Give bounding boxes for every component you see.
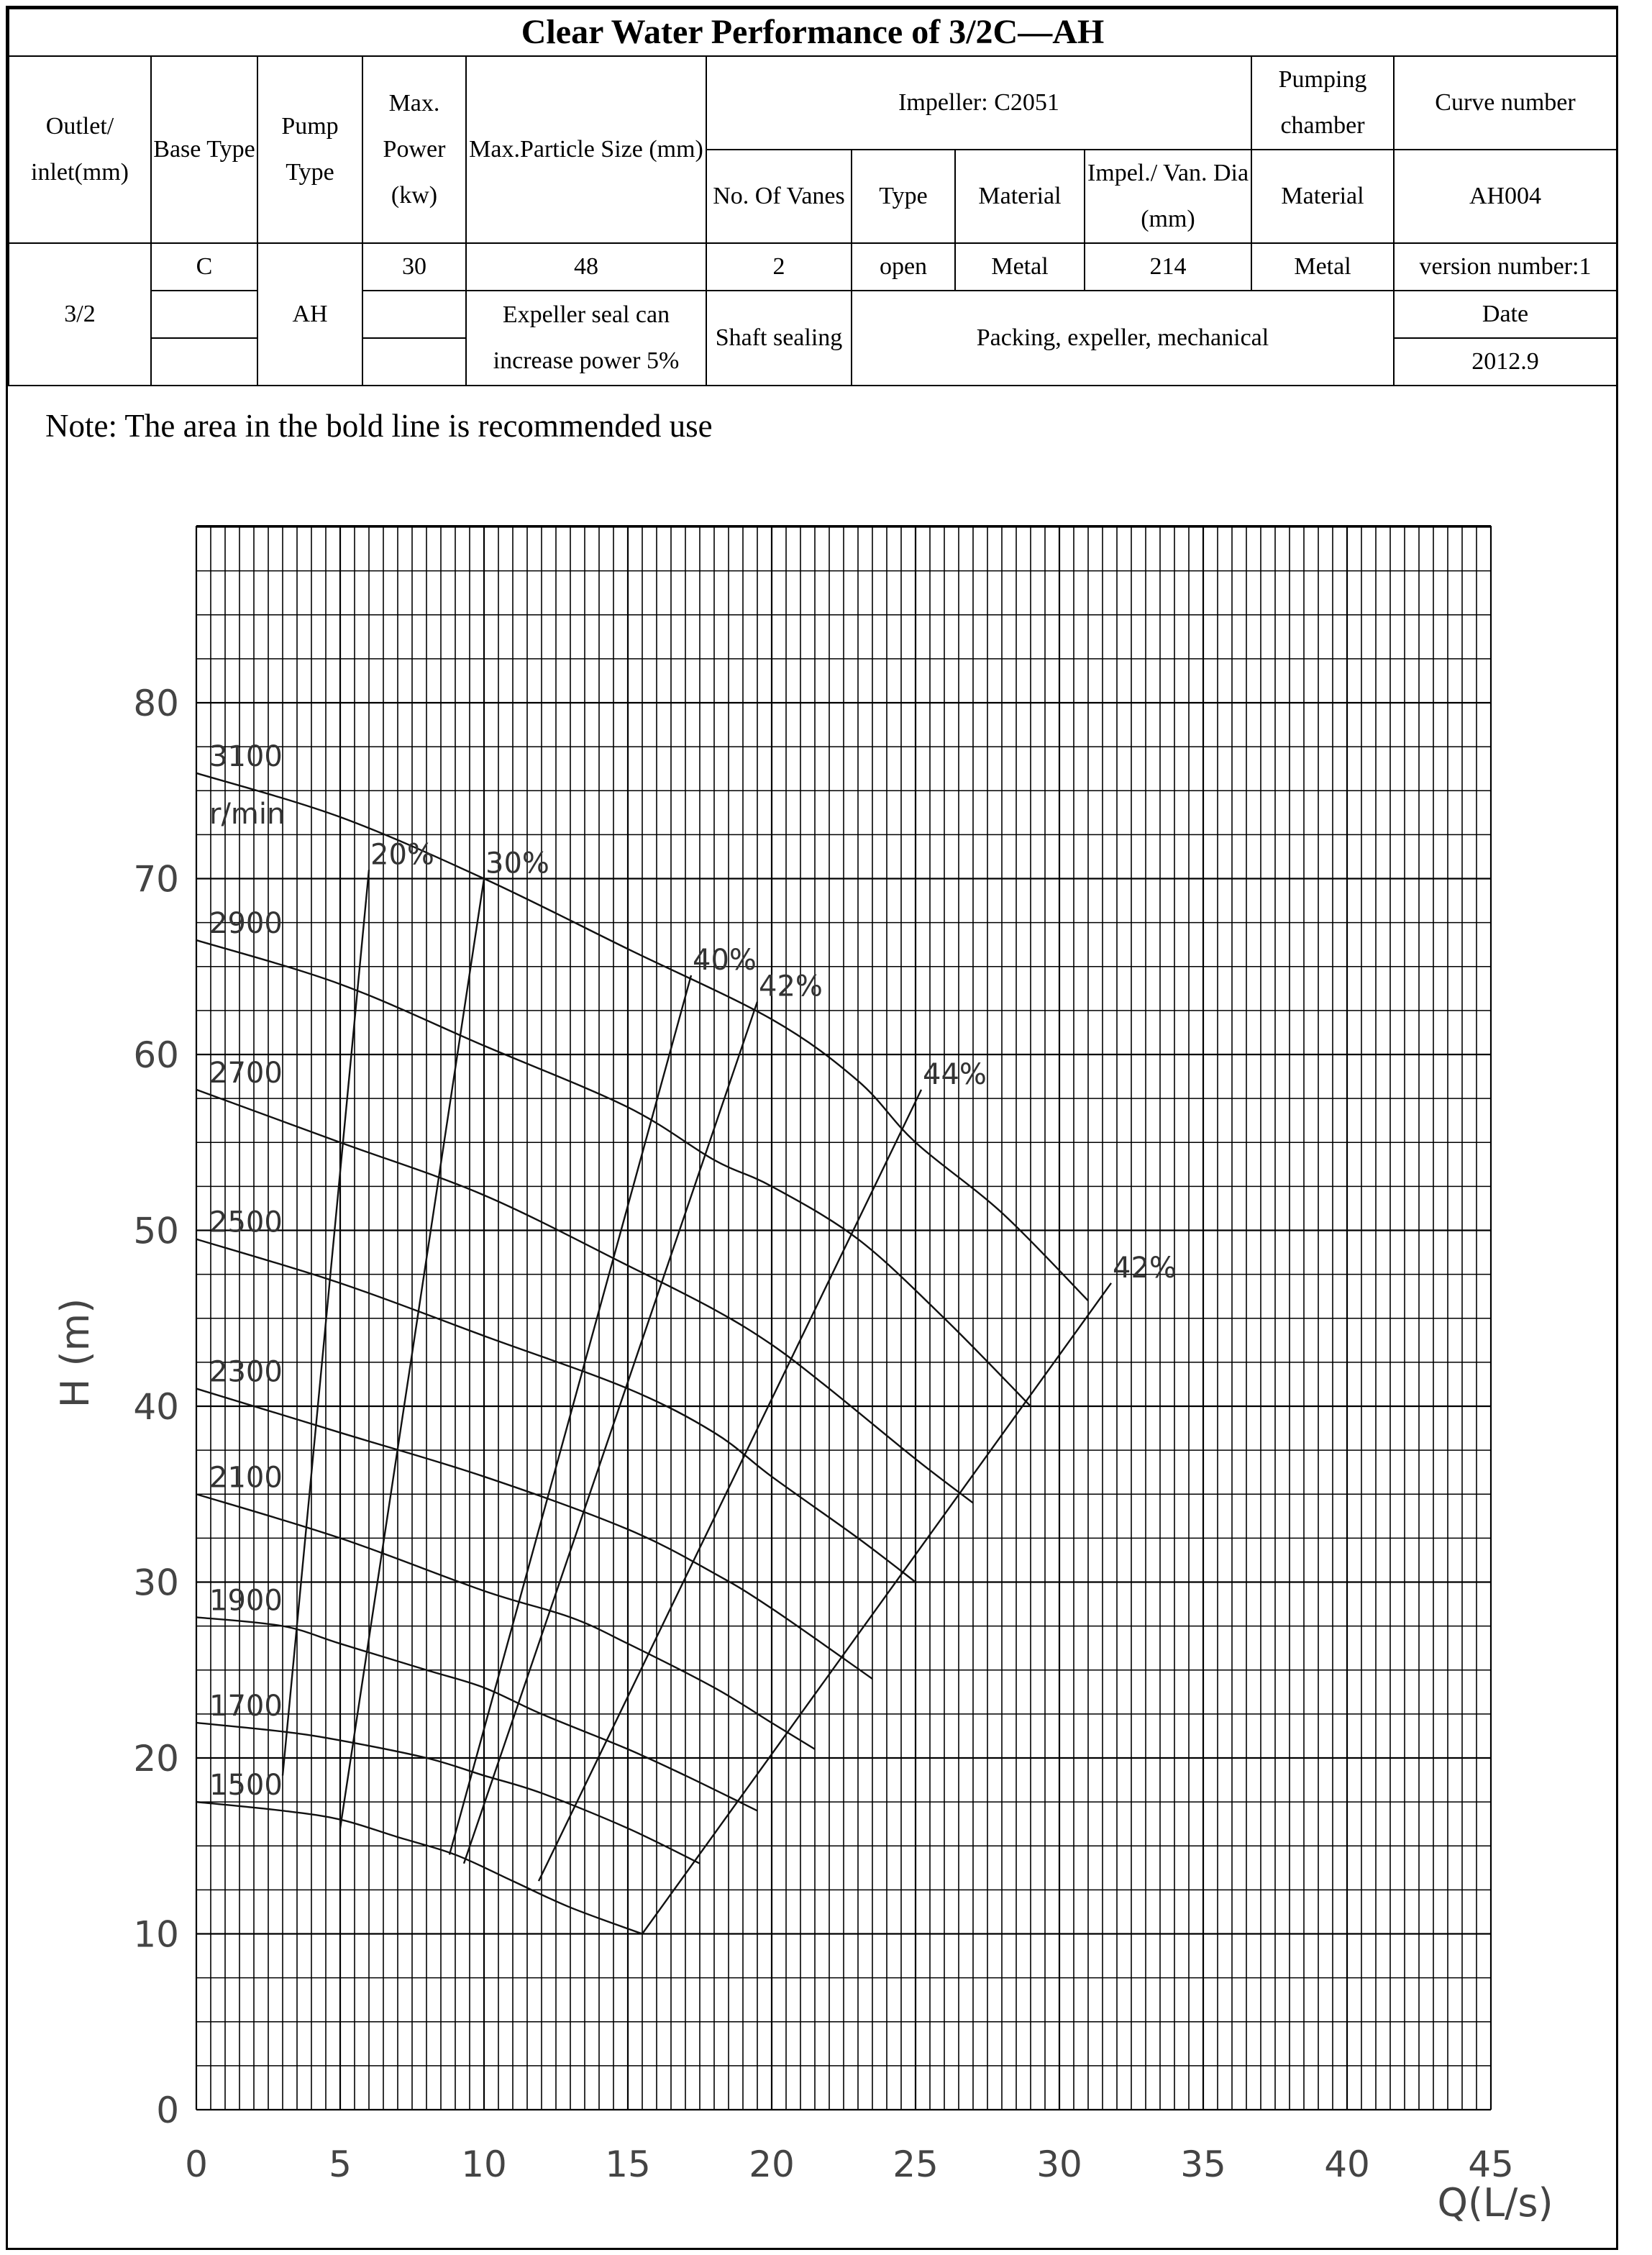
speed-label-1700: 1700 [209,1690,283,1723]
date-value: 2012.9 [1394,338,1617,386]
date-label: Date [1394,291,1617,338]
header-impeller-diameter: Impel./ Van. Dia (mm) [1085,150,1251,243]
speed-label-2100: 2100 [209,1461,283,1495]
efficiency-label: 20% [370,838,434,872]
speed-unit-label: r/min [209,797,286,831]
impeller-type-value: open [852,243,955,291]
shaft-sealing-label: Shaft sealing [706,291,852,386]
efficiency-label: 40% [693,943,757,977]
x-tick-label: 0 [185,2144,208,2185]
page-title: Clear Water Performance of 3/2C—AH [9,9,1617,56]
y-tick-label: 40 [133,1386,179,1428]
x-tick-label: 20 [749,2144,795,2185]
chart-grid [196,526,1491,2110]
speed-label-2300: 2300 [209,1355,283,1389]
x-tick-label: 45 [1468,2144,1514,2185]
speed-curve-1500 [196,1802,642,1933]
impeller-diameter-value: 214 [1085,243,1251,291]
speed-label-2700: 2700 [209,1056,283,1090]
pump-type-value: AH [257,243,362,386]
curve-number-value: AH004 [1394,150,1617,243]
speed-label-2500: 2500 [209,1206,283,1239]
header-no-of-vanes: No. Of Vanes [706,150,852,243]
y-tick-label: 50 [133,1210,179,1252]
x-tick-label: 5 [329,2144,352,2185]
y-axis-label: H (m) [53,1298,98,1408]
impeller-material-value: Metal [955,243,1085,291]
speed-label-1500: 1500 [209,1769,283,1803]
speed-label-2900: 2900 [209,907,283,941]
x-tick-label: 30 [1036,2144,1082,2185]
efficiency-label: 42% [759,970,823,1003]
efficiency-label: 44% [923,1057,987,1091]
header-curve-number: Curve number [1394,56,1617,150]
outlet-inlet-value: 3/2 [9,243,151,386]
header-pumping-chamber: Pumping chamber [1251,56,1394,150]
x-tick-label: 10 [461,2144,507,2185]
header-pump-type: Pump Type [257,56,362,243]
x-tick-label: 25 [893,2144,939,2185]
x-tick-label: 35 [1180,2144,1226,2185]
header-impeller-material: Material [955,150,1085,243]
y-tick-label: 60 [133,1034,179,1076]
header-outlet-inlet: Outlet/ inlet(mm) [9,56,151,243]
performance-chart [8,8,1616,2248]
efficiency-label: 42% [1113,1251,1177,1285]
speed-label-1900: 1900 [209,1584,283,1618]
chamber-material-value: Metal [1251,243,1394,291]
y-tick-label: 80 [133,683,179,724]
header-base-type: Base Type [151,56,257,243]
efficiency-line [642,1283,1111,1934]
x-tick-label: 40 [1324,2144,1370,2185]
efficiency-label: 30% [485,847,549,880]
x-tick-label: 15 [605,2144,651,2185]
y-tick-label: 30 [133,1562,179,1604]
y-tick-label: 70 [133,858,179,901]
header-max-particle-size: Max.Particle Size (mm) [466,56,706,243]
max-power-value: 30 [362,243,466,291]
header-impeller: Impeller: C2051 [706,56,1251,150]
max-particle-value: 48 [466,243,706,291]
speed-label-3100: 3100 [209,739,283,773]
version-number: version number:1 [1394,243,1617,291]
efficiency-line [539,1090,921,1881]
base-type-value: C [151,243,257,291]
y-tick-label: 0 [156,2090,179,2131]
header-max-power: Max. Power (kw) [362,56,466,243]
expeller-seal-note: Expeller seal can increase power 5% [466,291,706,386]
vanes-value: 2 [706,243,852,291]
recommended-area-note: Note: The area in the bold line is recommended use [45,408,713,444]
x-axis-label: Q(L/s) [1437,2180,1553,2226]
y-tick-label: 20 [133,1738,179,1780]
performance-sheet [6,6,1618,2250]
header-chamber-material: Material [1251,150,1394,243]
sealing-types: Packing, expeller, mechanical [852,291,1394,386]
header-impeller-type: Type [852,150,955,243]
y-tick-label: 10 [133,1913,179,1956]
